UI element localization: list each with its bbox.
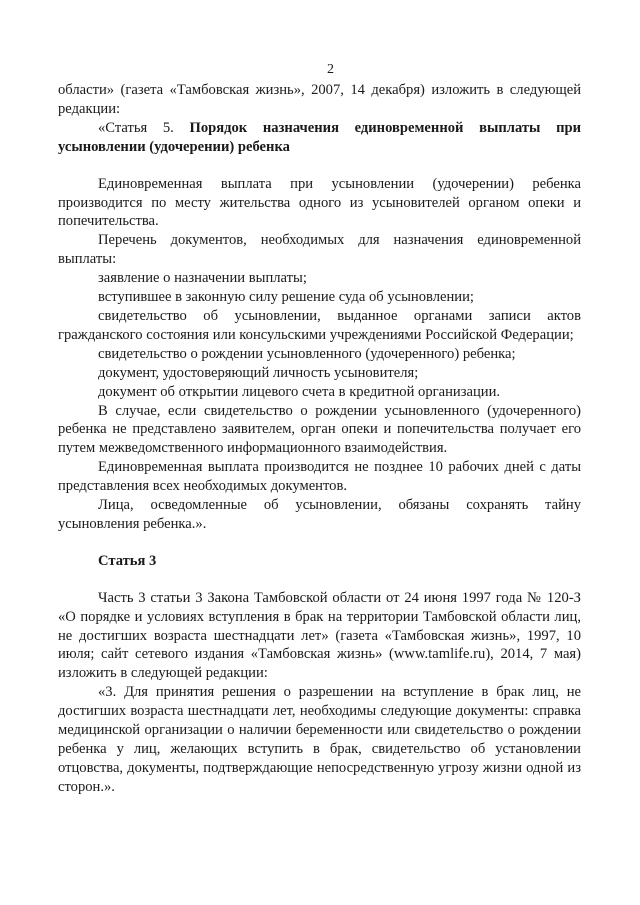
article-3-heading: Статья 3 <box>98 552 157 569</box>
intro-paragraph: области» (газета «Тамбовская жизнь», 2007, 14 декабря) изложить в следующей редакции: <box>58 82 581 117</box>
article-5-title <box>58 119 581 157</box>
article-3-paragraph-1: Часть 3 статьи 3 Закона Тамбовской области от 24 июня 1997 года № 120-З «О порядке и условиях вступления в брак на территории Тамбовской области лиц, не достигших возраста шестнадцати лет» (газета «Тамбовская жизнь», 1997, 10 июля; сайт сетевого издания «Тамбовская жизнь» (www.tamlife.ru), 2014, 7 мая) изложить в следующей редакции: <box>58 589 581 682</box>
document-list-item: свидетельство о рождении усыновленного (удочеренного) ребенка; <box>98 345 516 362</box>
article-5-paragraph-4: Единовременная выплата производится не позднее 10 рабочих дней с даты представления всех необходимых документов. <box>58 459 581 495</box>
article-5-paragraph-2: Перечень документов, необходимых для назначения единовременной выплаты: <box>58 232 581 268</box>
document-list-item: документ об открытии лицевого счета в кредитной организации. <box>98 383 501 400</box>
document-list-item: вступившее в законную силу решение суда об усыновлении; <box>98 289 474 306</box>
document-list <box>58 269 581 401</box>
article-5-prefix: «Статья 5. <box>98 119 190 136</box>
document-list-item: свидетельство об усыновлении, выданное органами записи актов гражданского состояния или консульскими учреждениями Российской Федерации; <box>58 307 581 343</box>
article-3-paragraph-2: «3. Для принятия решения о разрешении на вступление в брак лиц, не достигших возраста шестнадцати лет, необходимы следующие документы: справка медицинской организации о наличии беременности или свидетельство о рождении ребенка у лиц, желающих вступить в брак, свидетельство об установлении отцовства, документы, подтверждающие непосредственную угрозу жизни одной из сторон.». <box>58 684 581 795</box>
article-5-paragraph-1: Единовременная выплата при усыновлении (удочерении) ребенка производится по месту жительства одного из усыновителей органом опеки и попечительства. <box>58 175 581 230</box>
page-number: 2 <box>327 62 334 77</box>
document-list-item: документ, удостоверяющий личность усыновителя; <box>98 364 419 381</box>
document-list-item: заявление о назначении выплаты; <box>98 270 307 287</box>
article-5-paragraph-3: В случае, если свидетельство о рождении усыновленного (удочеренного) ребенка не представлено заявителем, орган опеки и попечительства получает его путем межведомственного информационного взаимодействия. <box>58 402 581 457</box>
article-5-paragraph-5: Лица, осведомленные об усыновлении, обязаны сохранять тайну усыновления ребенка.». <box>58 497 581 532</box>
article-5-title-text: Порядок назначения единовременной выплаты при усыновлении (удочерении) ребенка <box>58 119 581 155</box>
document-page <box>58 0 581 797</box>
